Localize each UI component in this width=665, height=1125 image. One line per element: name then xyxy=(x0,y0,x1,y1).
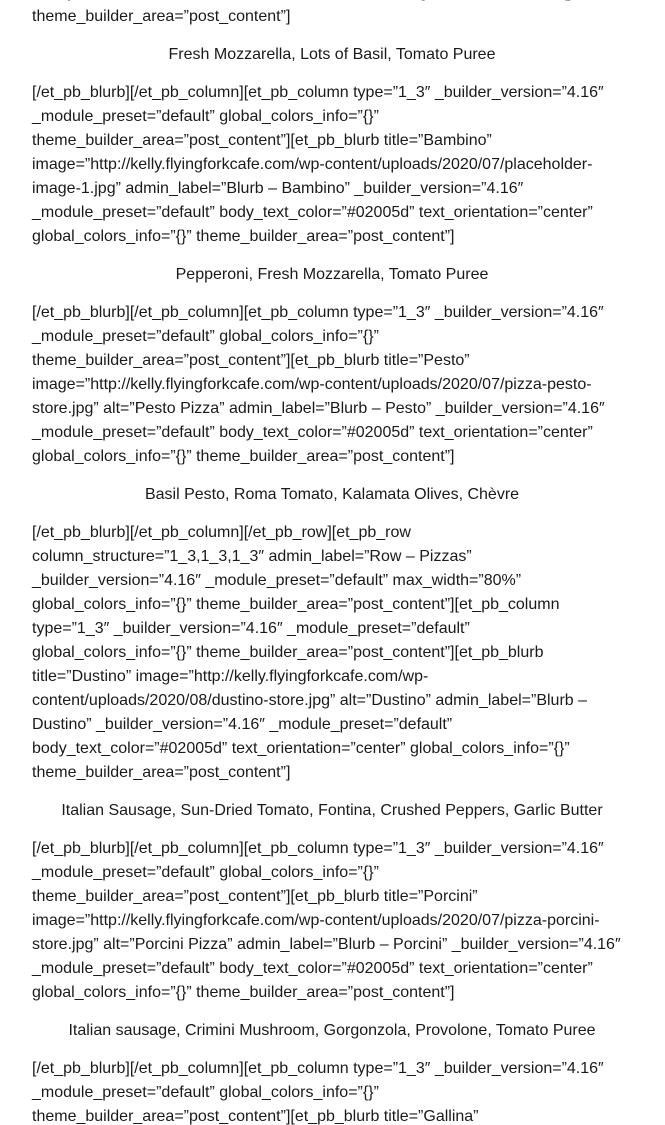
shortcode-paragraph: [/et_pb_blurb][/et_pb_column][/et_pb_row][et_pb_row column_structure=”1_3,1_3,1_3″ admin_label=”Row – Pizzas” _builder_version=”4.16″ _module_preset=”default” max_width=”80%” global_colors_info=”{}” theme_builder_area=”post_content”][et_pb_column type=”1_3″ _builder_version=”4.16″ _module_preset=”default” global_colors_info=”{}” theme_builder_area=”post_content”][et_pb_blurb title=”Dustino” image=”http://kelly.flyingforkcafe.com/wp-content/uploads/2020/08/dustino-store.jpg” alt=”Dustino” admin_label=”Blurb – Dustino” _builder_version=”4.16″ _module_preset=”default” body_text_color=”#02005d” text_orientation=”center” global_colors_info=”{}” theme_builder_area=”post_content”] xyxy=(32,524,588,781)
shortcode-paragraph: [/et_pb_blurb][/et_pb_column][et_pb_column type=”1_3″ _builder_version=”4.16″ _module_preset=”default” global_colors_info=”{}” theme_builder_area=”post_content”][et_pb_blurb title=”Bambino” image=”http://kelly.flyingforkcafe.com/wp-content/uploads/2020/07/placeholder-image-1.jpg” admin_label=”Blurb – Bambino” _builder_version=”4.16″ _module_preset=”default” body_text_color=”#02005d” text_orientation=”center” global_colors_info=”{}” theme_builder_area=”post_content”] xyxy=(32,84,604,245)
pizza-description-pesto: Basil Pesto, Roma Tomato, Kalamata Olives, Chèvre xyxy=(144,486,520,503)
shortcode-paragraph: [/et_pb_blurb][/et_pb_column][et_pb_column type=”1_3″ _builder_version=”4.16″ _module_preset=”default” global_colors_info=”{}” theme_builder_area=”post_content”][et_pb_blurb title=”Gallina” xyxy=(32,1060,604,1125)
shortcode-paragraph: theme_builder_area=”post_content”] xyxy=(32,8,291,25)
pizza-description-porcini: Italian sausage, Crimini Mushroom, Gorgonzola, Provolone, Tomato Puree xyxy=(68,1022,596,1039)
pizza-description-margherita: Fresh Mozzarella, Lots of Basil, Tomato Puree xyxy=(168,46,496,63)
article-content xyxy=(32,0,632,1125)
shortcode-paragraph: [/et_pb_blurb][/et_pb_column][et_pb_column type=”1_3″ _builder_version=”4.16″ _module_preset=”default” global_colors_info=”{}” theme_builder_area=”post_content”][et_pb_blurb title=”Porcini” image=”http://kelly.flyingforkcafe.com/wp-content/uploads/2020/07/pizza-porcini-store.jpg” alt=”Porcini Pizza” admin_label=”Blurb – Porcini” _builder_version=”4.16″ _module_preset=”default” body_text_color=”#02005d” text_orientation=”center” global_colors_info=”{}” theme_builder_area=”post_content”] xyxy=(32,840,621,1001)
shortcode-paragraph: [/et_pb_blurb][/et_pb_column][et_pb_column type=”1_3″ _builder_version=”4.16″ _module_preset=”default” global_colors_info=”{}” theme_builder_area=”post_content”][et_pb_blurb title=”Pesto” image=”http://kelly.flyingforkcafe.com/wp-content/uploads/2020/07/pizza-pesto-store.jpg” alt=”Pesto Pizza” admin_label=”Blurb – Pesto” _builder_version=”4.16″ _module_preset=”default” body_text_color=”#02005d” text_orientation=”center” global_colors_info=”{}” theme_builder_area=”post_content”] xyxy=(32,304,605,465)
pizza-description-bambino: Pepperoni, Fresh Mozzarella, Tomato Puree xyxy=(175,266,489,283)
pizza-description-dustino: Italian Sausage, Sun-Dried Tomato, Fontina, Crushed Peppers, Garlic Butter xyxy=(61,802,603,819)
